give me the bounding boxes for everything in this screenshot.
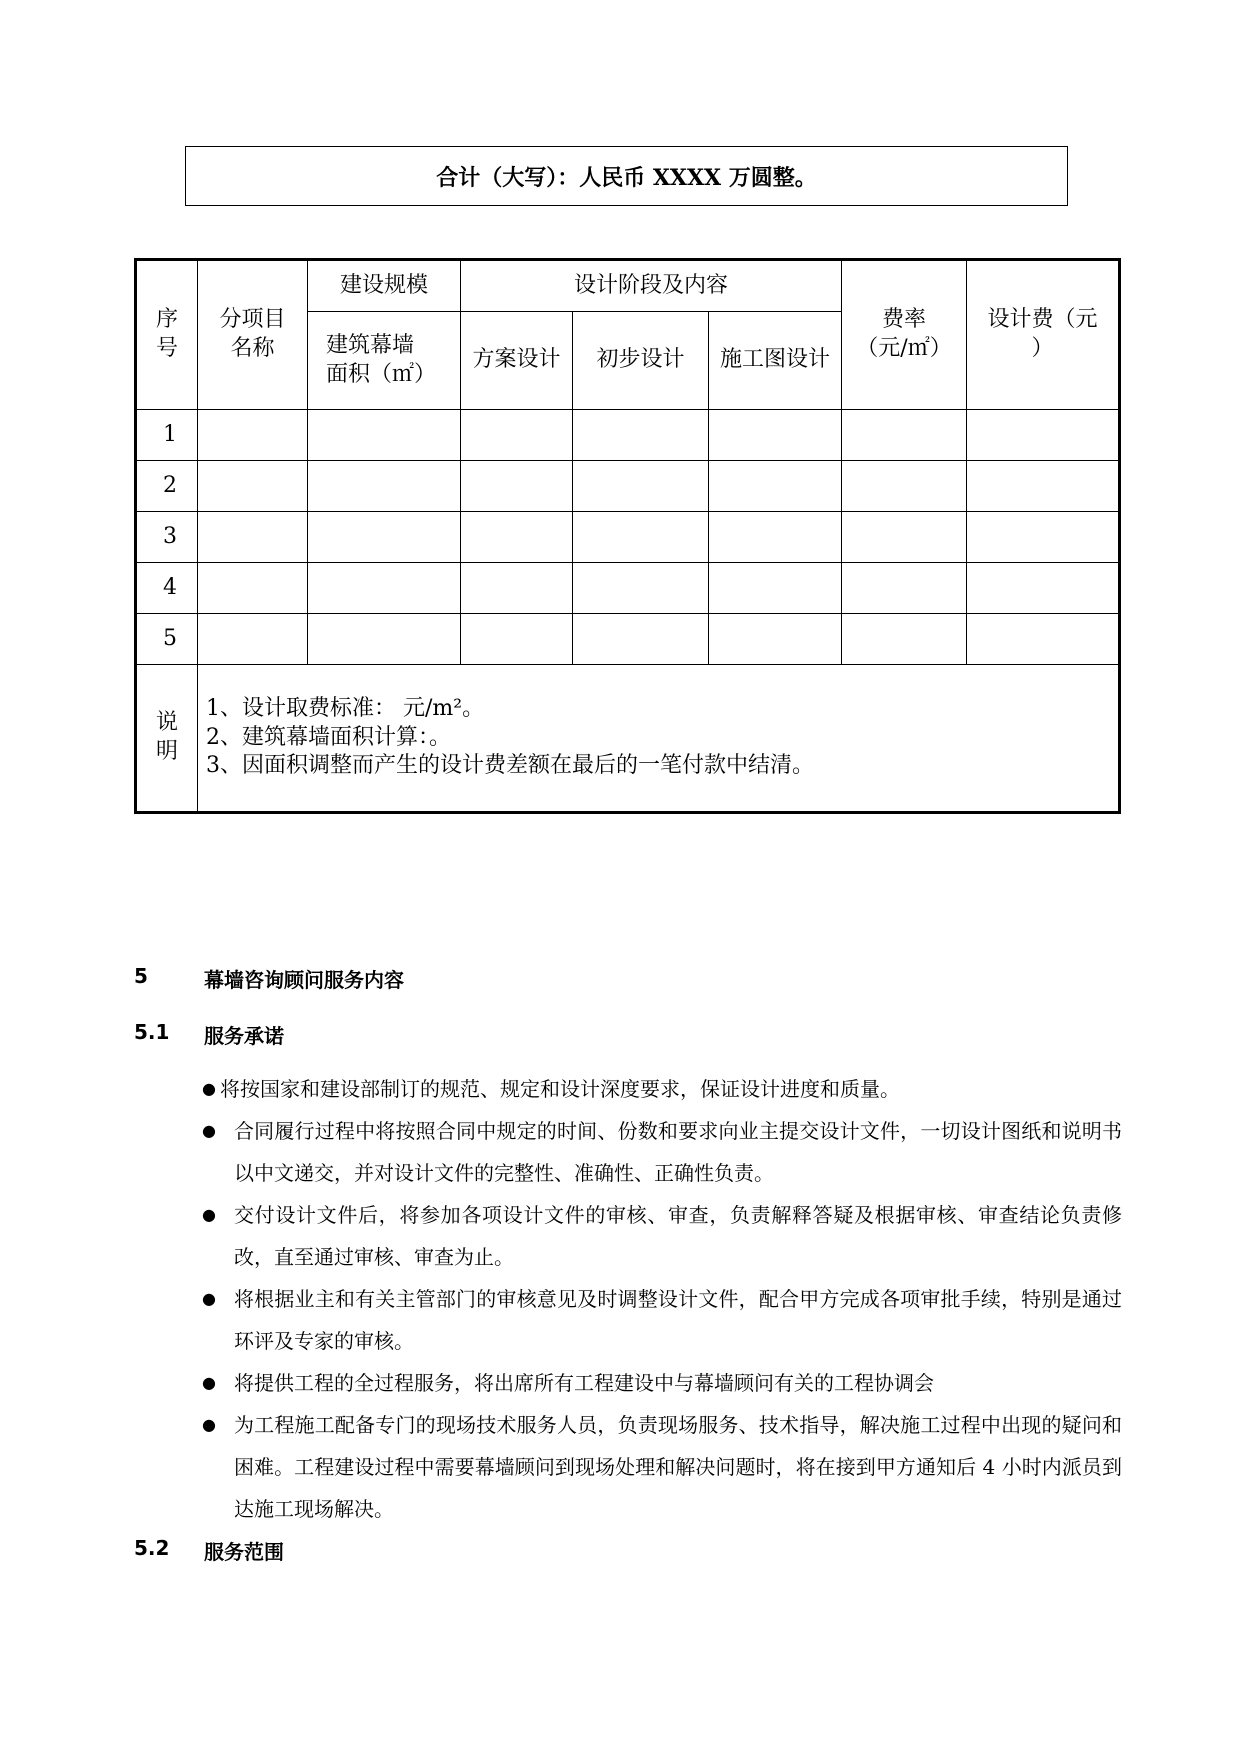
header-design-stage: 设计阶段及内容 xyxy=(461,260,842,312)
bullet-icon: ● xyxy=(202,1205,216,1224)
bullet-icon: ● xyxy=(202,1079,216,1098)
table-row xyxy=(136,461,1120,512)
table-row xyxy=(136,563,1120,614)
header-design-fee: 设计费（元 ） xyxy=(967,260,1120,410)
section-title: 服务承诺 xyxy=(204,1024,284,1048)
list-item: ● 交付设计文件后，将参加各项设计文件的审核、审查，负责解释答疑及根据审核、审查结论负责修改，直至通过审核、审查为止。 xyxy=(202,1194,1122,1278)
header-rate: 费率 （元/㎡） xyxy=(842,260,967,410)
note-item: 1、设计取费标准： 元/m²。 xyxy=(206,696,485,722)
bullet-icon: ● xyxy=(202,1289,216,1308)
notes-content xyxy=(198,665,1120,813)
header-preliminary-design: 初步设计 xyxy=(573,312,709,410)
note-item: 2、建筑幕墙面积计算：。 xyxy=(206,724,451,750)
section-number: 5.1 xyxy=(134,1020,170,1044)
header-row-1 xyxy=(136,260,1120,312)
section-title: 服务范围 xyxy=(204,1540,284,1564)
list-item: ● 将根据业主和有关主管部门的审核意见及时调整设计文件，配合甲方完成各项审批手续，特别是通过环评及专家的审核。 xyxy=(202,1278,1122,1362)
table-row xyxy=(136,512,1120,563)
table-row xyxy=(136,614,1120,665)
row-number: 2 xyxy=(136,461,198,512)
header-seq: 序 号 xyxy=(136,260,198,410)
row-number: 5 xyxy=(136,614,198,665)
header-construction-design: 施工图设计 xyxy=(709,312,842,410)
row-number: 4 xyxy=(136,563,198,614)
bullet-icon: ● xyxy=(202,1415,216,1434)
commitments-list xyxy=(202,1068,1122,1530)
header-area: 建筑幕墙 面积（㎡） xyxy=(308,312,461,410)
section-title: 幕墙咨询顾问服务内容 xyxy=(204,968,404,992)
list-item: ● 合同履行过程中将按照合同中规定的时间、份数和要求向业主提交设计文件，一切设计图纸和说明书以中文递交，并对设计文件的完整性、准确性、正确性负责。 xyxy=(202,1110,1122,1194)
section-number: 5.2 xyxy=(134,1536,170,1560)
list-item: ● 为工程施工配备专门的现场技术服务人员，负责现场服务、技术指导，解决施工过程中出现的疑问和困难。工程建设过程中需要幕墙顾问到现场处理和解决问题时，将在接到甲方通知后 4 小时内派员到达施工现场解决。 xyxy=(202,1404,1122,1530)
list-item: ● 将按国家和建设部制订的规范、规定和设计深度要求，保证设计进度和质量。 xyxy=(202,1068,1122,1110)
table-row xyxy=(136,410,1120,461)
list-item: ● 将提供工程的全过程服务，将出席所有工程建设中与幕墙顾问有关的工程协调会 xyxy=(202,1362,1122,1404)
total-amount-text: 合计（大写）：人民币 XXXX 万圆整。 xyxy=(436,164,817,191)
notes-row xyxy=(136,665,1120,813)
row-number: 1 xyxy=(136,410,198,461)
header-scheme-design: 方案设计 xyxy=(461,312,573,410)
design-fee-table xyxy=(134,258,1121,814)
bullet-icon: ● xyxy=(202,1121,216,1140)
section-number: 5 xyxy=(134,964,148,988)
header-scale: 建设规模 xyxy=(308,260,461,312)
bullet-icon: ● xyxy=(202,1373,216,1392)
total-amount-box xyxy=(185,146,1068,206)
row-number: 3 xyxy=(136,512,198,563)
header-item-name: 分项目 名称 xyxy=(198,260,308,410)
note-item: 3、因面积调整而产生的设计费差额在最后的一笔付款中结清。 xyxy=(206,753,814,779)
notes-label: 说 明 xyxy=(136,665,198,813)
